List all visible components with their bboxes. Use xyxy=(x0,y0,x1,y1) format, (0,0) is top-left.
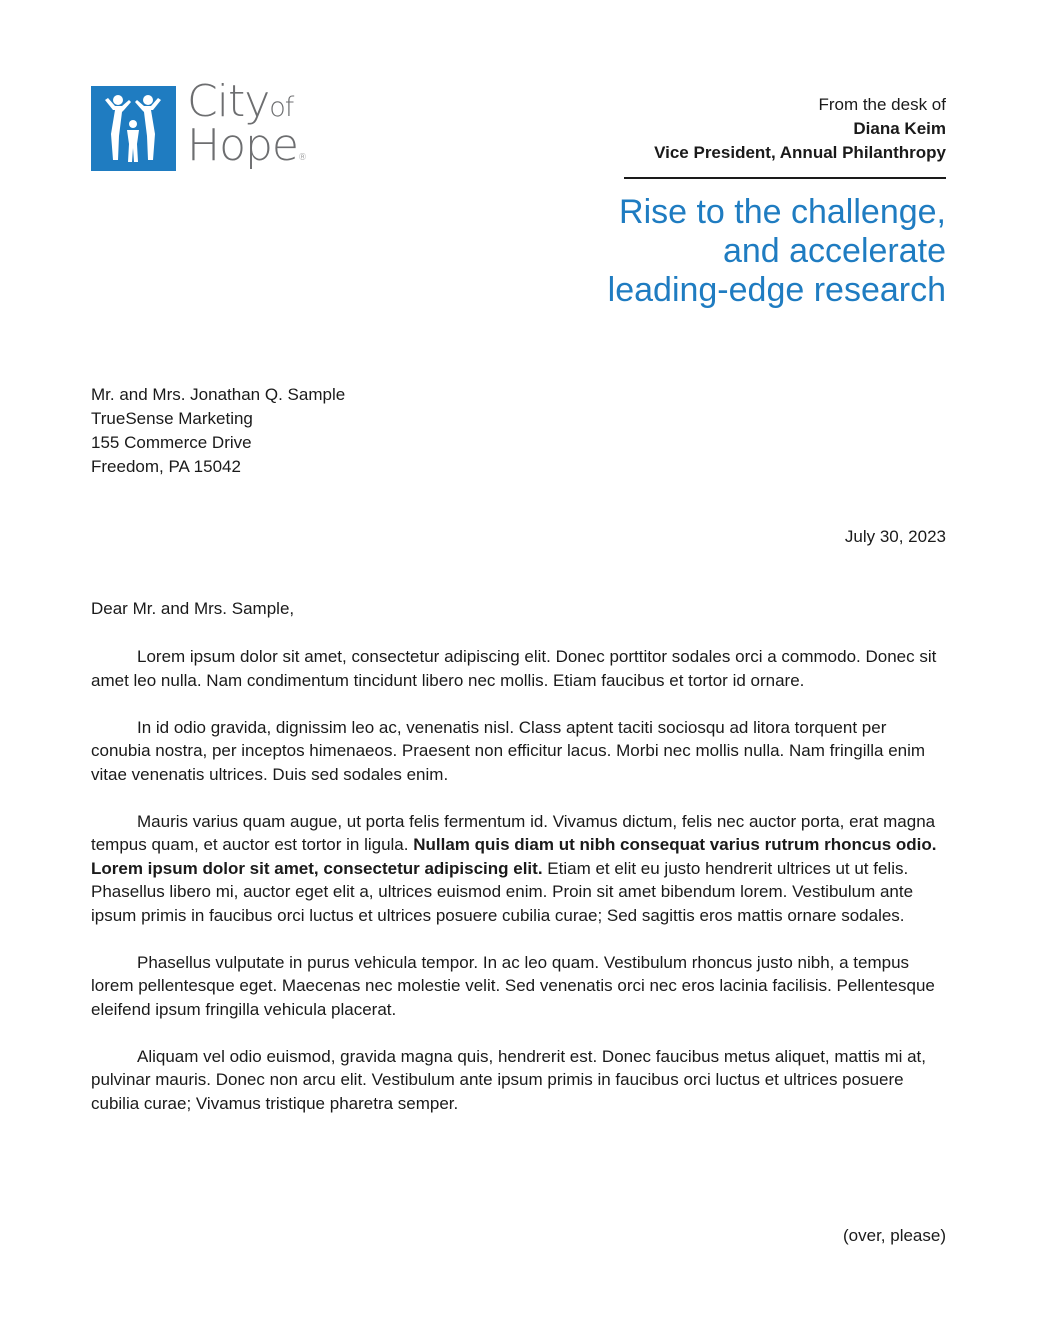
address-line: Mr. and Mrs. Jonathan Q. Sample xyxy=(91,385,346,404)
address-line: TrueSense Marketing xyxy=(91,409,253,428)
tagline-line: leading-edge research xyxy=(607,271,946,309)
letter-body xyxy=(91,645,947,1139)
paragraph: Phasellus vulputate in purus vehicula tempor. In ac leo quam. Vestibulum rhoncus justo nibh, a tempus lorem pellentesque eget. Maecenas nec molestie velit. Sed venenatis orci nec eros lacinia facilisis. Pellentesque eleifend ipsum fringilla vehicula placerat. xyxy=(91,952,935,1019)
family-figures-icon xyxy=(91,86,176,171)
tagline-line: Rise to the challenge, xyxy=(619,193,946,231)
tagline-line: and accelerate xyxy=(722,232,946,270)
paragraph: Mauris varius quam augue, ut porta felis fermentum id. Vivamus dictum, felis nec auctor porta, erat magna tempus quam, et auctor est tortor in ligula. Nullam quis diam ut nibh consequat varius rutrum rhoncus odio. Lorem ipsum dolor sit amet, consectetur adipiscing elit. Etiam et elit eu justo hendrerit ultrices ut ut felis. Phasellus libero mi, auctor eget elit a, ultrices euismod enim. Proin sit amet bibendum lorem. Vestibulum ante ipsum primis in faucibus orci luctus et ultrices posuere cubilia curae; Sed sagittis eros mattis ornare sodales. xyxy=(91,811,937,925)
address-line: Freedom, PA 15042 xyxy=(91,457,241,476)
from-desk-block xyxy=(654,93,946,165)
sender-name: Diana Keim xyxy=(853,119,946,138)
over-please-note: (over, please) xyxy=(843,1226,946,1245)
paragraph: In id odio gravida, dignissim leo ac, venenatis nisl. Class aptent taciti sociosqu ad litora torquent per conubia nostra, per inceptos himenaeos. Praesent non efficitur lacus. Morbi nec mollis nulla. Nam fringilla enim vitae venenatis ultrices. Duis sed sodales enim. xyxy=(91,717,926,784)
salutation: Dear Mr. and Mrs. Sample, xyxy=(91,599,295,618)
letter-date: July 30, 2023 xyxy=(844,527,946,546)
address-line: 155 Commerce Drive xyxy=(91,433,252,452)
sender-title: Vice President, Annual Philanthropy xyxy=(654,143,946,162)
header-divider xyxy=(624,177,946,179)
logo-wordmark: Cityof Hope® xyxy=(187,76,307,171)
paragraph: Lorem ipsum dolor sit amet, consectetur adipiscing elit. Donec porttitor sodales orci a commodo. Donec sit amet leo nulla. Nam condimentum tincidunt libero nec mollis. Etiam faucibus et tortor id ornare. xyxy=(91,647,937,690)
tagline xyxy=(608,193,946,310)
bold-emphasis: Nullam quis diam ut nibh consequat varius rutrum rhoncus odio. Lorem ipsum dolor sit amet, consectetur adipiscing elit. xyxy=(91,835,937,878)
paragraph: Aliquam vel odio euismod, gravida magna quis, hendrerit est. Donec faucibus metus aliquet, mattis mi at, pulvinar mauris. Donec non arcu elit. Vestibulum ante ipsum primis in faucibus orci luctus et ultrices posuere cubilia curae; Vivamus tristique pharetra semper. xyxy=(91,1046,927,1113)
recipient-address xyxy=(91,383,345,479)
city-of-hope-logo xyxy=(91,76,331,186)
from-desk-label: From the desk of xyxy=(818,95,946,114)
